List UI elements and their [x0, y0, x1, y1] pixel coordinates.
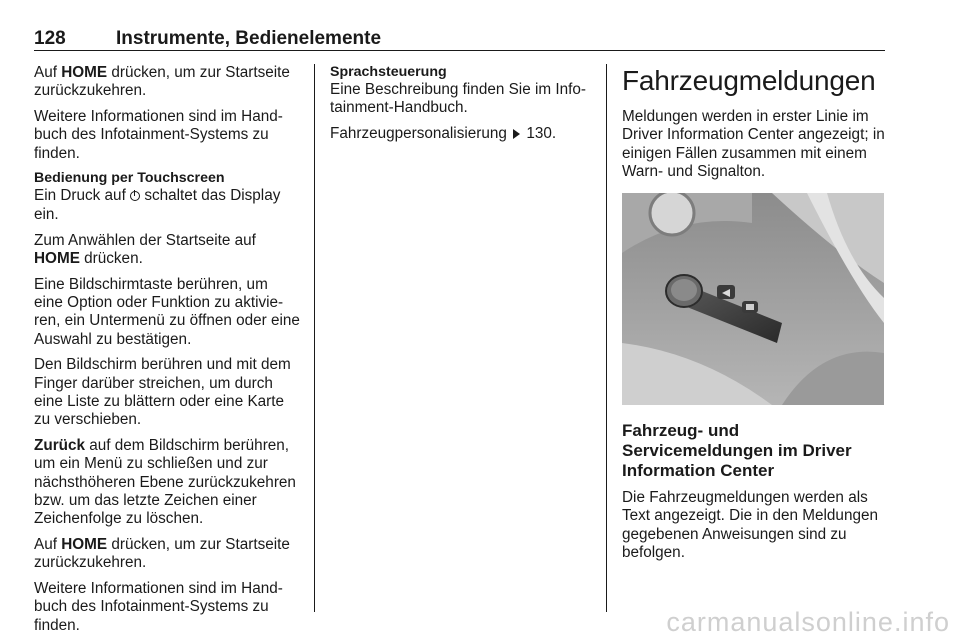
- paragraph: Zurück auf dem Bildschirm berühren, um ein Menü zu schließen und zur nächsthöheren Ebene zurückzukehren bzw. um das letzte Zeichen einer Zeichenfolge zu löschen.: [34, 437, 296, 528]
- page-number: 128: [34, 28, 66, 49]
- paragraph: Sprachsteuerung Eine Beschreibung finden Sie im Infotainment-Handbuch.: [330, 64, 596, 118]
- page-reference[interactable]: 130.: [522, 125, 557, 143]
- paragraph: Weitere Informationen sind im Handbuch des Infotainment-Systems zu finden.: [34, 580, 283, 634]
- back-keyword: Zurück: [34, 437, 85, 455]
- column-divider: [314, 64, 315, 612]
- paragraph: Eine Bildschirmtaste berühren, um eine Option oder Funktion zu aktivieren, ein Untermenü zu öffnen oder eine Auswahl zu bestätigen.: [34, 275, 300, 348]
- column-middle: [330, 64, 596, 151]
- section-heading-voice: Sprachsteuerung: [330, 64, 447, 80]
- paragraph: Auf HOME drücken, um zur Startseite zurückzukehren.: [34, 536, 290, 572]
- subsection-heading: Fahrzeug- und Servicemeldungen im Driver Information Center: [622, 421, 852, 481]
- column-left: [34, 64, 300, 643]
- home-keyword: HOME: [34, 249, 80, 267]
- home-keyword: HOME: [61, 64, 108, 81]
- paragraph: Weitere Informationen sind im Handbuch des Infotainment-Systems zu finden.: [34, 108, 283, 162]
- column-divider: [606, 64, 607, 612]
- paragraph: Meldungen werden in erster Linie im Driver Information Center angezeigt; in einigen Fällen zusammen mit einem Warn- und Signalton.: [622, 108, 885, 180]
- paragraph: Zum Anwählen der Startseite auf HOME drücken.: [34, 231, 256, 267]
- paragraph: Den Bildschirm berühren und mit dem Finger darüber streichen, um durch eine Liste zu blättern oder eine Karte zu verschieben.: [34, 356, 291, 429]
- running-title: Instrumente, Bedienelemente: [116, 28, 382, 49]
- column-right: [622, 64, 888, 570]
- stalk-photo: [622, 193, 884, 405]
- section-title: Fahrzeugmeldungen: [622, 65, 876, 96]
- watermark: carmanualsonline.info: [666, 607, 950, 637]
- paragraph: Fahrzeugpersonalisierung 130.: [330, 125, 557, 143]
- home-keyword: HOME: [61, 536, 108, 554]
- power-icon: [130, 191, 140, 201]
- paragraph: Die Fahrzeugmeldungen werden als Text angezeigt. Die in den Meldungen gegebenen Anweisungen sind zu befolgen.: [622, 489, 878, 562]
- page-header: [34, 28, 885, 51]
- paragraph: Auf HOME drücken, um zur Startseite zurückzukehren.: [34, 64, 290, 100]
- paragraph: Bedienung per Touchscreen Ein Druck auf schaltet das Display ein.: [34, 170, 300, 224]
- page-reference-icon: [513, 129, 520, 139]
- section-heading-touchscreen: Bedienung per Touchscreen: [34, 170, 225, 187]
